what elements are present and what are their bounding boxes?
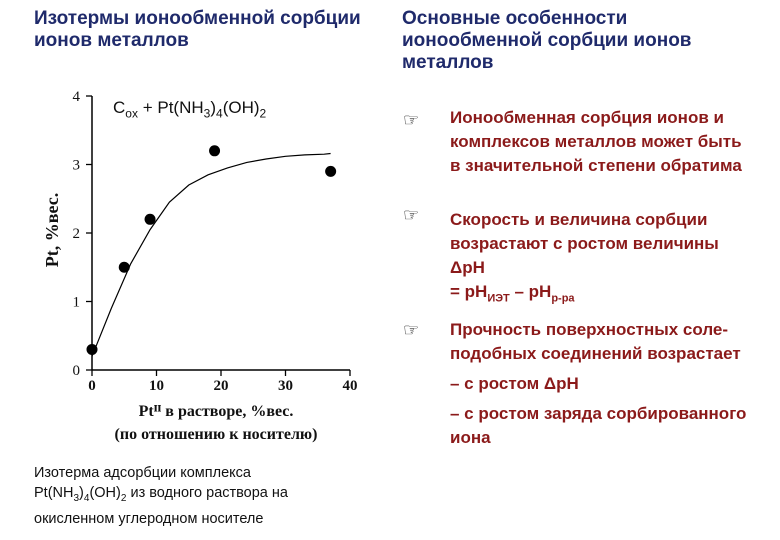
bullet-reversible: Ионообменная сорбция ионов и комплексов металлов может быть в значительной степени обратима: [450, 108, 742, 175]
y-tick-label: 1: [72, 294, 80, 311]
data-point: [325, 166, 336, 177]
x-axis-label: Ptᴵᴵ в растворе, %вес.: [138, 403, 294, 420]
bullet-rate: Скорость и величина сорбции возрастают с ростом величины ΔpH = $pH_{ИЭТ} - pH_{р-ра}$: [450, 210, 719, 305]
y-tick-label: 3: [72, 157, 80, 174]
data-point: [145, 214, 156, 225]
x-tick-label: 20: [213, 378, 229, 394]
x-axis-label-line2: (по отношению к носителю): [114, 426, 318, 443]
pointing-hand-icon: ☞: [403, 320, 420, 340]
right-title: Основные особенности ионообменной сорбции ионов металлов: [402, 8, 692, 73]
isotherm-chart: [0, 0, 400, 460]
data-point: [209, 145, 220, 156]
data-point: [119, 262, 130, 273]
chart-caption: Изотерма адсорбции комплекса $Pt(NH_3)_4(OH)_2$ из водного раствора на окисленном углеродном носителе: [34, 465, 288, 527]
x-tick-label: 30: [278, 378, 293, 394]
chart-formula: $C_{ox} + Pt(NH_3)_4(OH)_2$: [113, 98, 267, 121]
y-tick-label: 2: [72, 226, 80, 242]
pointing-hand-icon: ☞: [403, 205, 420, 225]
x-tick-label: 10: [149, 378, 164, 394]
fit-curve: [92, 154, 331, 357]
pointing-hand-icon: ☞: [403, 110, 420, 130]
bullet-strength: Прочность поверхностных соле-подобных соединений возрастает – с ростом ΔpH – с ростом заряда сорбированного иона: [450, 320, 747, 447]
data-point: [87, 344, 98, 355]
x-tick-label: 0: [88, 378, 96, 394]
left-title: Изотермы ионообменной сорбции ионов металлов: [34, 8, 361, 51]
x-tick-label: 40: [342, 378, 358, 394]
y-tick-label: 0: [72, 363, 80, 379]
y-axis-label: Pt, %вес.: [42, 192, 62, 268]
y-tick-label: 4: [72, 89, 80, 105]
